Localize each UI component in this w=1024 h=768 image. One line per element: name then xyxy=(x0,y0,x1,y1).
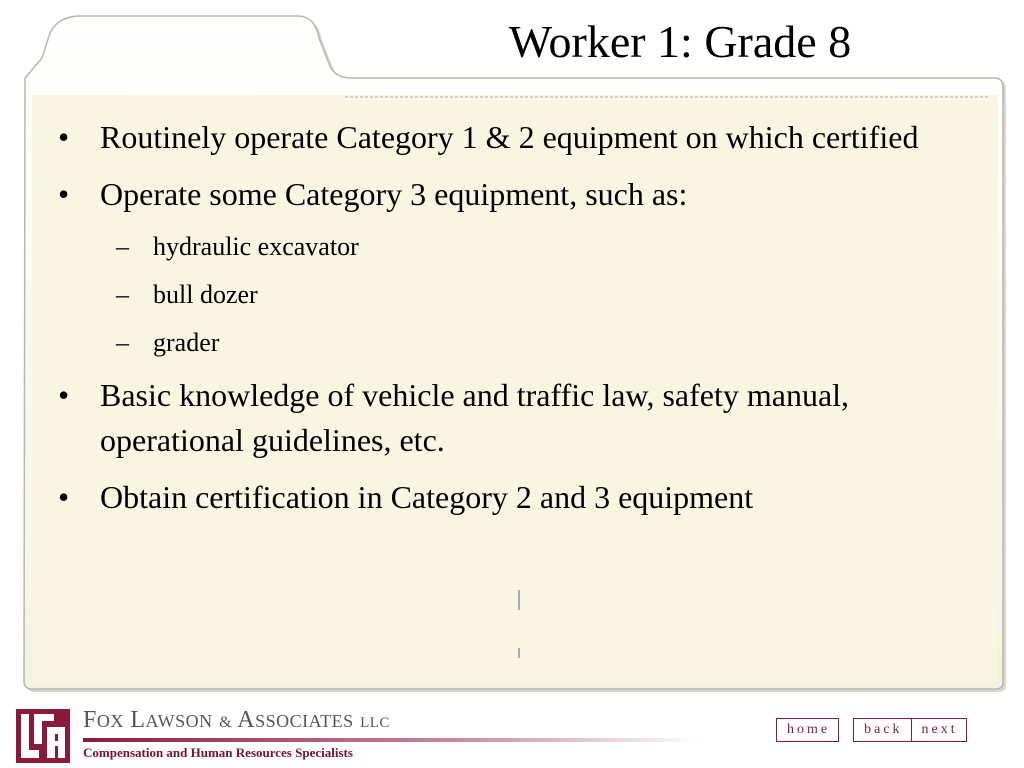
company-name-awson: AWSON xyxy=(145,711,213,731)
divider xyxy=(83,738,703,742)
bullet-dot: • xyxy=(58,377,70,413)
sub-bullet-dash: – xyxy=(116,328,129,357)
nav-buttons xyxy=(776,718,967,742)
back-button[interactable]: back xyxy=(853,718,911,742)
sub-bullet-dash: – xyxy=(116,232,129,261)
sub-bullet-item xyxy=(58,277,958,313)
sub-bullet-item xyxy=(58,229,958,265)
sub-bullet-item xyxy=(58,325,958,361)
next-button[interactable]: next xyxy=(912,718,967,742)
sub-bullet-dash: – xyxy=(116,280,129,309)
sub-bullet-text: hydraulic excavator xyxy=(153,232,359,261)
company-name-a: A xyxy=(237,707,256,733)
bullet-text: Obtain certification in Category 2 and 3 equipment xyxy=(100,479,754,515)
company-name-ox: OX xyxy=(96,711,124,731)
company-name-llc: LLC xyxy=(360,715,390,731)
bullet-dot: • xyxy=(58,119,70,155)
bullet-list xyxy=(58,115,958,532)
home-button[interactable]: home xyxy=(776,718,839,742)
bullet-dot: • xyxy=(58,479,70,515)
bullet-item xyxy=(58,172,958,217)
bullet-dot: • xyxy=(58,176,70,212)
bullet-item xyxy=(58,475,958,520)
bullet-text: Basic knowledge of vehicle and traffic law, safety manual, operational guidelines, etc. xyxy=(100,377,850,458)
sub-bullet-text: bull dozer xyxy=(153,280,258,309)
bullet-item xyxy=(58,115,958,160)
company-name-amp: & xyxy=(219,714,233,731)
footer xyxy=(0,700,1024,768)
company-name-f: F xyxy=(83,707,97,733)
bullet-text: Operate some Category 3 equipment, such as: xyxy=(100,176,688,212)
sub-bullet-text: grader xyxy=(153,328,220,357)
company-tagline: Compensation and Human Resources Specialists xyxy=(83,745,353,760)
company-name-ssociates: SSOCIATES xyxy=(255,711,354,731)
bullet-text: Routinely operate Category 1 & 2 equipment on which certified xyxy=(100,119,919,155)
slide-title: Worker 1: Grade 8 xyxy=(508,16,852,67)
company-name xyxy=(83,707,390,734)
company-logo-icon xyxy=(16,709,70,763)
company-name-l: L xyxy=(130,707,146,733)
bullet-item xyxy=(58,373,958,463)
